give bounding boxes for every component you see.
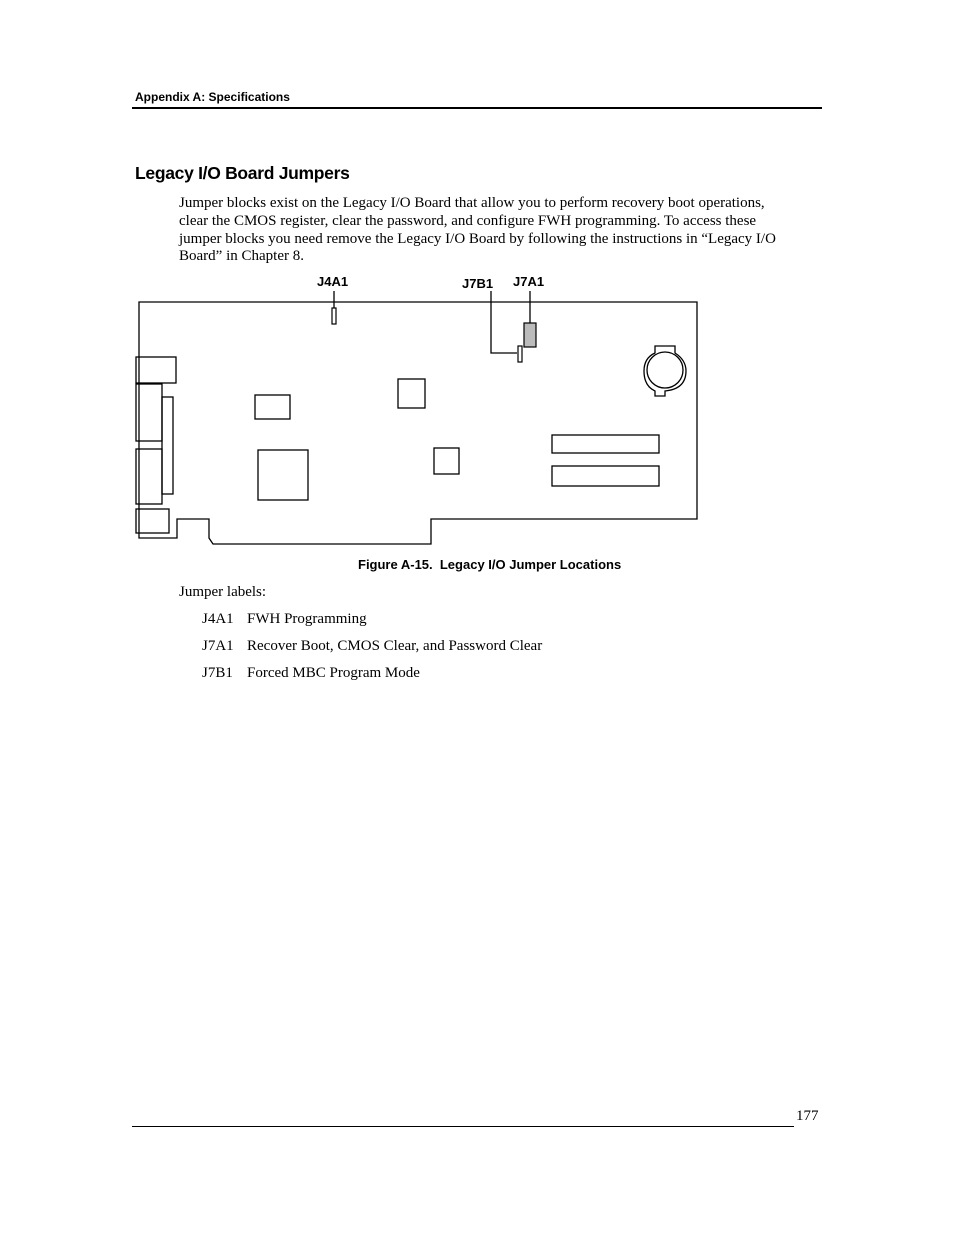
intro-paragraph	[179, 195, 809, 266]
chip-small	[255, 395, 290, 419]
section-title: Legacy I/O Board Jumpers	[135, 163, 350, 183]
jumper-description: Recover Boot, CMOS Clear, and Password Clear	[247, 638, 543, 654]
page-number: 177	[796, 1108, 819, 1124]
callout-j4a1: J4A1	[317, 274, 349, 289]
battery-holder	[644, 346, 686, 396]
jumper-description: Forced MBC Program Mode	[247, 665, 420, 681]
board-diagram	[0, 0, 954, 560]
connector-upper-bracket	[162, 397, 173, 494]
jumper-j7b1	[518, 346, 522, 362]
chip-square	[398, 379, 425, 408]
connector-upper	[136, 384, 162, 441]
intro-line: clear the CMOS register, clear the password, and configure FWH programming. To access these	[179, 212, 757, 229]
jumper-code: J7A1	[202, 638, 234, 654]
chip-small-square	[434, 448, 459, 474]
jumper-code: J7B1	[202, 665, 233, 681]
jumper-code: J4A1	[202, 611, 234, 627]
jumper-label-row	[202, 665, 420, 682]
callout-j7a1: J7A1	[513, 274, 545, 289]
footer-rule	[132, 1126, 794, 1127]
slot-upper	[552, 435, 659, 453]
callout-j7b1: J7B1	[462, 276, 494, 291]
chip-large	[258, 450, 308, 500]
intro-line: Board” in Chapter 8.	[179, 248, 304, 265]
jumper-labels-intro: Jumper labels:	[179, 584, 267, 600]
jumper-label-row	[202, 611, 367, 628]
jumper-j7a1	[524, 323, 536, 347]
board-outline	[139, 302, 697, 544]
jumper-description: FWH Programming	[247, 611, 367, 627]
leader-j7b1	[491, 291, 517, 353]
jumper-label-row	[202, 638, 542, 655]
header-rule	[132, 107, 822, 109]
battery	[647, 352, 683, 388]
connector-lower	[136, 449, 162, 504]
figure-caption: Figure A-15. Legacy I/O Jumper Locations	[358, 557, 622, 572]
intro-line: Jumper blocks exist on the Legacy I/O Board that allow you to perform recovery boot operations,	[179, 195, 765, 211]
slot-lower	[552, 466, 659, 486]
intro-line: jumper blocks you need remove the Legacy I/O Board by following the instructions in “Legacy I/O	[179, 230, 776, 247]
connector-bottom	[136, 509, 169, 533]
connector-top	[136, 357, 176, 383]
jumper-j4a1	[332, 308, 336, 324]
running-header: Appendix A: Specifications	[135, 90, 290, 104]
